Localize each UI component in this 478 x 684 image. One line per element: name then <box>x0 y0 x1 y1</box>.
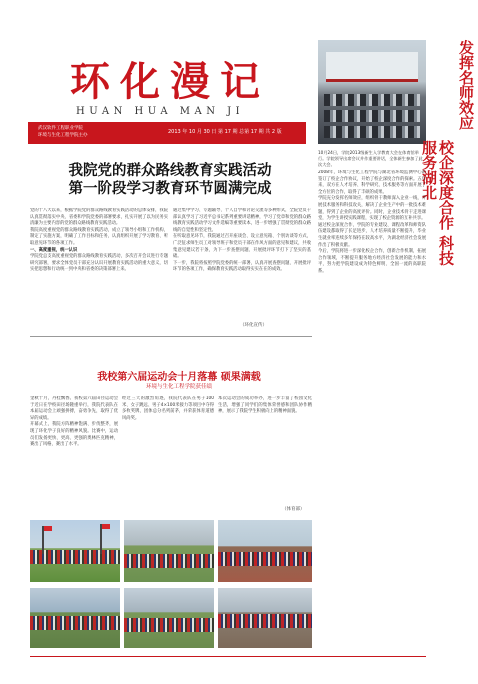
sports-photo <box>124 520 214 582</box>
right-paragraph: 学院充分发挥名师效应，组织骨干教师深入企业一线，开展技术服务和科技攻关，解决了企业生产中的一批技术难题，得到了企业的高度评价。同时，企业技术骨干走进课堂，为学生讲授实践课程，实现了校企资源的互补共享。 <box>318 196 426 222</box>
sports-photo <box>30 520 120 582</box>
issue-info: 2013 年 10 月 30 日 第 17 期 总第 17 期 共 2 版 <box>168 129 282 135</box>
lead-paragraph: 党的十八大以来，根据学院党的群众路线教育实践活动的总体安排，我院认真贯彻落实中央、省委和学院党委的部署要求，扎实开展了以为民务实清廉为主要内容的党的群众路线教育实践活动。 <box>30 208 168 227</box>
sports-photo <box>218 588 312 648</box>
second-paragraph: 开幕式上，我院方阵精神饱满、步伐整齐，展现了环化学子良好的精神风貌。比赛中，运动员们发扬更快、更高、更强的奥林匹克精神，赛出了风格，赛出了水平。 <box>30 422 118 448</box>
flag-icon <box>100 524 102 554</box>
vertical-headline <box>420 40 478 270</box>
sports-photo <box>30 588 120 648</box>
lead-column-2 <box>173 208 311 332</box>
audience-row <box>324 94 420 106</box>
lead-headline <box>30 162 310 198</box>
second-column-2 <box>122 396 214 512</box>
lead-subheading: 一、高度重视，统一认识 <box>30 247 78 253</box>
sports-photo <box>124 588 214 648</box>
lead-headline-line-1: 我院党的群众路线教育实践活动 <box>68 163 272 179</box>
lead-paragraph: 在听取意见环节，我院通过召开座谈会、设立意见箱、个别访谈等方式，广泛征求师生员工对领导班子和党员干部在作风方面的意见和建议，共收集意见建议若干条，为下一步查摆问题、开展批评环节打下了坚实的基础。 <box>173 234 311 260</box>
second-column-1 <box>30 396 118 512</box>
top-photo <box>318 40 426 144</box>
right-paragraph: 通过校企深度合作，学院的专业建设、课程改革和师资队伍建设都取得了长足进步，人才培养质量不断提升，毕业生就业率连续多年保持在较高水平，为湖北经济社会发展作出了积极贡献。 <box>318 222 426 248</box>
second-paragraph: 本次运动会的成功举办，进一步丰富了校园文化生活，增强了同学们的集体荣誉感和团队协作精神，展示了我院学生积极向上的精神面貌。 <box>218 396 312 415</box>
org-line-1: 武汉软件工程职业学院 <box>38 126 83 131</box>
masthead-title: 环化漫记 <box>70 58 270 105</box>
lead-headline-line-2: 第一阶段学习教育环节圆满完成 <box>68 181 272 197</box>
lead-paragraph: 通过集中学习、专题辅导、个人自学和讨论交流等多种形式，全院党员干部认真学习了习近平总书记系列重要讲话精神，学习了党章和党的群众路线教育实践活动学习文件选编等重要读本，进一步增强了贯彻党的群众路线的自觉性和坚定性。 <box>173 208 311 233</box>
flag-icon <box>42 526 44 554</box>
masthead-pinyin: HUAN HUA MAN JI <box>76 106 245 117</box>
second-column-3 <box>218 396 312 512</box>
masthead-info-bar <box>28 122 306 144</box>
right-paragraph: 2008年，环境与生化工程学院与湖北省环境监测中心站签订了校企合作协议，开始了校企深度合作的探索。五年来，双方在人才培养、科学研究、技术服务等方面开展了全方位的合作，取得了丰硕的成果。 <box>318 170 426 195</box>
section-divider <box>30 336 312 337</box>
athletes-group <box>124 554 214 568</box>
lead-paragraph: 我院高度重视党的群众路线教育实践活动，成立了领导小组和工作机构，制定了实施方案，明确了工作目标和任务，认真组织开展了学习教育、听取意见环节的各项工作。 <box>30 227 168 246</box>
masthead-org <box>38 125 158 139</box>
vertical-headline-col-2: 校企深度合作 科技服务湖北 <box>420 140 455 266</box>
audience-row <box>324 126 420 138</box>
second-byline: （体育部） <box>282 507 305 512</box>
right-paragraph: 今后，学院将进一步深化校企合作，创新合作机制，拓展合作领域，不断提升服务地方经济社会发展的能力和水平，努力把学院建设成为特色鲜明、全国一流的高职院系。 <box>318 249 426 274</box>
footer-rule <box>30 656 426 657</box>
top-photo-caption: 10月24日，学院2013级新生入学教育大会在体育馆举行。学院领导出席会议并作重要讲话，全体新生参加了此次大会。 <box>318 150 423 167</box>
vertical-headline-col-1: 发挥名师效应 <box>457 40 475 130</box>
lead-paragraph: 学院党总支高度重视党的群众路线教育实践活动，多次召开会议进行专题研究部署，要求全体党员干部充分认识开展教育实践活动的重大意义，切实把思想和行动统一到中央和省委的决策部署上来。 <box>30 254 168 273</box>
athletes-group <box>124 618 214 632</box>
second-subheadline: 环境与生化工程学院获佳绩 <box>145 384 212 390</box>
athletes-group <box>218 552 312 566</box>
audience-row <box>324 110 420 122</box>
athletes-group <box>30 616 120 630</box>
second-headline: 我校第六届运动会十月落幕 硕果满载 <box>97 372 261 383</box>
lead-column-1 <box>30 208 168 332</box>
masthead <box>28 40 308 152</box>
second-paragraph: 经过三天的激烈角逐，我院代表队在男子100米、女子跳远、男子4×100米接力等项目中夺得多枚奖牌，团体总分名列前茅，并荣获体育道德风尚奖。 <box>122 396 214 421</box>
athletes-group <box>218 614 312 628</box>
org-line-2: 环境与生化工程学院主办 <box>38 133 88 138</box>
right-column-article <box>318 170 426 684</box>
stage-backdrop <box>326 52 418 82</box>
sports-photo <box>218 520 312 582</box>
lead-paragraph: 下一步，我院将按照学院党委的统一部署，认真开展查摆问题、开展批评环节的各项工作，确保教育实践活动取得实实在在的成效。 <box>173 260 311 273</box>
lead-byline: （环化宣传） <box>240 323 267 328</box>
second-paragraph: 金秋十月，丹桂飘香。我校第六届田径运动会于近日在学校田径场隆重举行，我院代表队在本届运动会上顽强拼搏，奋勇争先，取得了优异的成绩。 <box>30 396 118 421</box>
